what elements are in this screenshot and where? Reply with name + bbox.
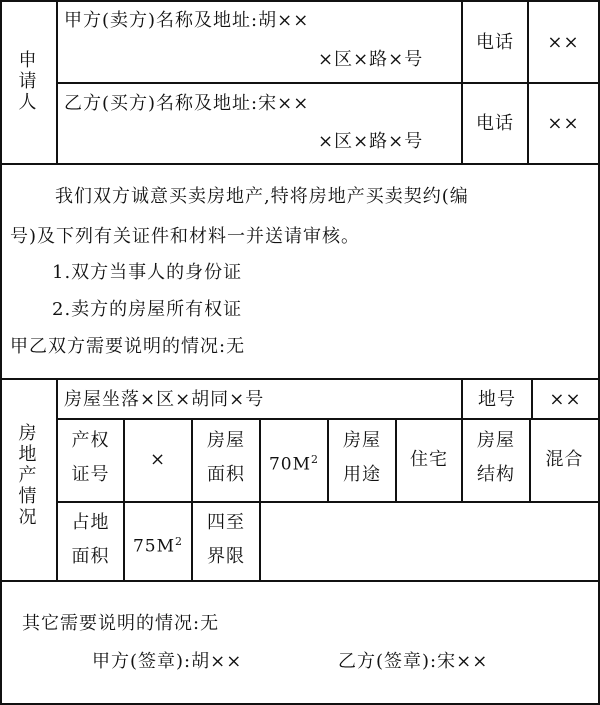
col-divider-3 <box>259 418 261 581</box>
area-label-line-2: 面积 <box>207 464 245 485</box>
cert-label-line-2: 证号 <box>71 464 110 485</box>
section-divider-2 <box>0 378 600 380</box>
party-b-phone-value: ×× <box>547 113 580 134</box>
house-area-label <box>193 424 259 492</box>
use-label-line-1: 房屋 <box>343 430 381 451</box>
applicant-label: 申请人 <box>18 50 38 113</box>
house-use-value: 住宅 <box>410 449 448 470</box>
party-b-name-address: 乙方(买方)名称及地址:宋×× <box>64 93 310 114</box>
land-label-line-2: 面积 <box>71 546 110 567</box>
cert-label-line-1: 产权 <box>71 430 110 451</box>
border-left <box>0 0 2 705</box>
lot-label: 地号 <box>478 389 516 410</box>
area-label-line-1: 房屋 <box>207 430 245 451</box>
house-area-value <box>261 449 327 476</box>
cert-number-label <box>58 424 123 492</box>
phone-label-divider <box>461 0 463 164</box>
cert-number-value: × <box>149 449 167 470</box>
land-area-value <box>125 531 191 558</box>
statement-notes: 甲乙双方需要说明的情况:无 <box>10 336 246 357</box>
section-divider-3 <box>0 580 600 582</box>
other-notes: 其它需要说明的情况:无 <box>22 613 220 634</box>
land-area-unit-sup: 2 <box>175 535 184 548</box>
party-a-address-line2: ×区×路×号 <box>318 49 424 70</box>
party-a-signature: 甲方(签章):胡×× <box>92 651 243 672</box>
party-b-signature: 乙方(签章):宋×× <box>338 651 489 672</box>
party-a-phone-label: 电话 <box>476 32 514 53</box>
phone-value-divider <box>527 0 529 164</box>
land-label-line-1: 占地 <box>71 512 110 533</box>
statement-line-2: 号)及下列有关证件和材料一并送请审核。 <box>10 226 361 247</box>
boundaries-label <box>193 506 259 574</box>
statement-line-1: 我们双方诚意买卖房地产,特将房地产买卖契约(编 <box>55 186 469 207</box>
row-divider-parties <box>56 82 599 84</box>
land-area-label <box>58 506 123 574</box>
section-divider-1 <box>0 163 600 165</box>
statement-item-1: 1.双方当事人的身份证 <box>52 262 243 283</box>
statement-item-2: 2.卖方的房屋所有权证 <box>52 299 243 320</box>
struct-label-line-2: 结构 <box>477 464 515 485</box>
bound-label-line-1: 四至 <box>207 512 245 533</box>
property-label: 房地产情况 <box>18 423 38 528</box>
house-area-number: 70M <box>268 454 312 475</box>
party-b-phone-label: 电话 <box>476 113 514 134</box>
party-b-address-line2: ×区×路×号 <box>318 131 424 152</box>
house-structure-label <box>463 424 529 492</box>
party-a-phone-value: ×× <box>547 32 580 53</box>
property-location: 房屋坐落×区×胡同×号 <box>64 389 265 410</box>
land-area-number: 75M <box>132 536 176 557</box>
use-label-line-2: 用途 <box>343 464 381 485</box>
lot-value: ×× <box>549 389 582 410</box>
house-area-unit-sup: 2 <box>311 453 320 466</box>
house-use-label <box>329 424 395 492</box>
house-structure-value: 混合 <box>545 449 584 470</box>
party-a-name-address: 甲方(卖方)名称及地址:胡×× <box>64 10 310 31</box>
struct-label-line-1: 房屋 <box>477 430 515 451</box>
bound-label-line-2: 界限 <box>207 546 245 567</box>
border-top <box>0 0 600 2</box>
